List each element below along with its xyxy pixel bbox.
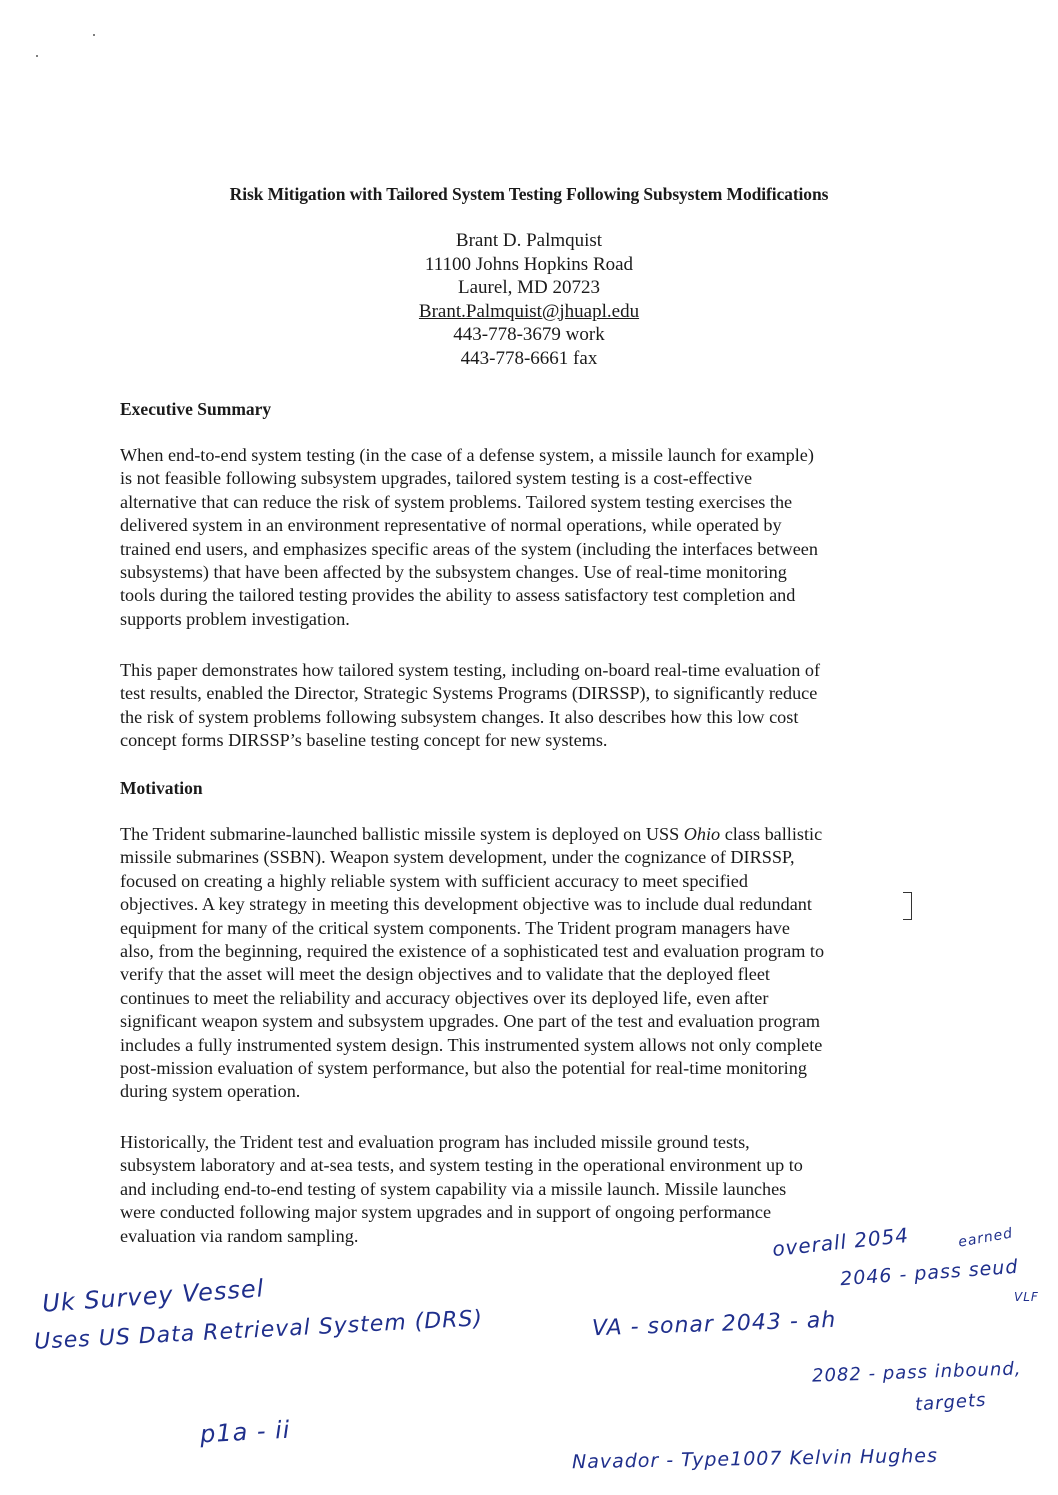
text-line: post-mission evaluation of system performance, but also the potential for real-time monitoring — [120, 1058, 807, 1079]
text-line: verify that the asset will meet the design objectives and to validate that the deployed fleet — [120, 964, 770, 985]
handwritten-note-targets: targets — [914, 1389, 988, 1416]
text-line: supports problem investigation. — [120, 608, 350, 629]
text-line: concept forms DIRSSP’s baseline testing concept for new systems. — [120, 730, 608, 751]
text-line: during system operation. — [120, 1081, 301, 1102]
text-line: When end-to-end system testing (in the case of a defense system, a missile launch for example) — [120, 445, 814, 465]
text-line: Historically, the Trident test and evaluation program has included missile ground tests, — [120, 1132, 750, 1152]
text-line: significant weapon system and subsystem upgrades. One part of the test and evaluation program — [120, 1011, 821, 1032]
text-line: The Trident submarine-launched ballistic missile system is deployed on USS Ohio class ballistic — [120, 824, 823, 844]
handwritten-note-drs: Uses US Data Retrieval System (DRS) — [33, 1306, 484, 1355]
text-line: also, from the beginning, required the existence of a sophisticated test and evaluation program to — [120, 941, 825, 962]
text-line: subsystems) that have been affected by the subsystem changes. Use of real-time monitoring — [120, 562, 787, 583]
text-line: delivered system in an environment representative of normal operations, while operated by — [120, 515, 782, 536]
text-line: were conducted following major system upgrades and in support of ongoing performance — [120, 1202, 772, 1223]
author-phone-work: 443-778-3679 work — [453, 324, 605, 345]
text-line: the risk of system problems following subsystem changes. It also describes how this low cost — [120, 706, 799, 727]
text-line: tools during the tailored testing provides the ability to assess satisfactory test completion and — [120, 585, 796, 606]
executive-summary-paragraph-2 — [120, 659, 920, 753]
text-line: focused on creating a highly reliable system with sufficient accuracy to meet specified — [120, 870, 748, 891]
text-line: missile submarines (SSBN). Weapon system development, under the cognizance of DIRSSP, — [120, 847, 795, 868]
margin-bracket-mark — [903, 892, 912, 920]
text-line: test results, enabled the Director, Strategic Systems Programs (DIRSSP), to significantly reduce — [120, 683, 818, 704]
handwritten-note-survey-vessel: Uk Survey Vessel — [41, 1274, 266, 1318]
handwritten-note-vlf: VLF — [1014, 1290, 1039, 1304]
motivation-paragraph-1 — [120, 823, 920, 1104]
section-heading-executive-summary: Executive Summary — [120, 399, 272, 419]
text-line: is not feasible following subsystem upgrades, tailored system testing is a cost-effective — [120, 468, 753, 489]
author-name: Brant D. Palmquist — [455, 230, 603, 251]
text-line: subsystem laboratory and at-sea tests, and system testing in the operational environment up to — [120, 1155, 803, 1176]
text-line: equipment for many of the critical system components. The Trident program managers have — [120, 917, 790, 938]
text-line: evaluation via random sampling. — [120, 1225, 359, 1246]
handwritten-note-va-sonar: VA - sonar 2043 - ah — [591, 1307, 837, 1342]
handwritten-note-page-ref: p1a - ii — [199, 1415, 292, 1449]
text-line: and including end-to-end testing of system capability via a missile launch. Missile launches — [120, 1178, 787, 1199]
paper-title: Risk Mitigation with Tailored System Testing Following Subsystem Modifications — [229, 184, 829, 204]
scan-speck — [93, 34, 95, 36]
text-line: This paper demonstrates how tailored system testing, including on-board real-time evaluation of — [120, 660, 821, 680]
handwritten-note-navador: Navador - Type1007 Kelvin Hughes — [571, 1444, 939, 1474]
author-email-link[interactable]: Brant.Palmquist@jhuapl.edu — [418, 300, 640, 322]
handwritten-note-earned: earned — [957, 1225, 1015, 1251]
scan-speck — [36, 55, 38, 57]
handwritten-note-2082: 2082 - pass inbound, — [811, 1358, 1022, 1387]
text-line: continues to meet the reliability and accuracy objectives over its deployed life, even after — [120, 987, 769, 1008]
author-address-line2: Laurel, MD 20723 — [458, 277, 600, 298]
text-line: objectives. A key strategy in meeting this development objective was to include dual redundant — [120, 894, 812, 915]
author-address-line1: 11100 Johns Hopkins Road — [424, 253, 634, 275]
text-line: alternative that can reduce the risk of system problems. Tailored system testing exercises the — [120, 491, 793, 512]
author-phone-fax: 443-778-6661 fax — [460, 347, 598, 369]
text-line: includes a fully instrumented system design. This instrumented system allows not only complete — [120, 1034, 823, 1055]
handwritten-note-overall: overall 2054 — [771, 1222, 911, 1262]
author-block — [0, 229, 1058, 370]
handwritten-note-2046: 2046 - pass seud — [839, 1255, 1020, 1291]
text-line: trained end users, and emphasizes specific areas of the system (including the interfaces between — [120, 538, 818, 559]
executive-summary-paragraph-1 — [120, 444, 920, 631]
motivation-paragraph-2 — [120, 1131, 920, 1248]
section-heading-motivation: Motivation — [120, 778, 203, 798]
